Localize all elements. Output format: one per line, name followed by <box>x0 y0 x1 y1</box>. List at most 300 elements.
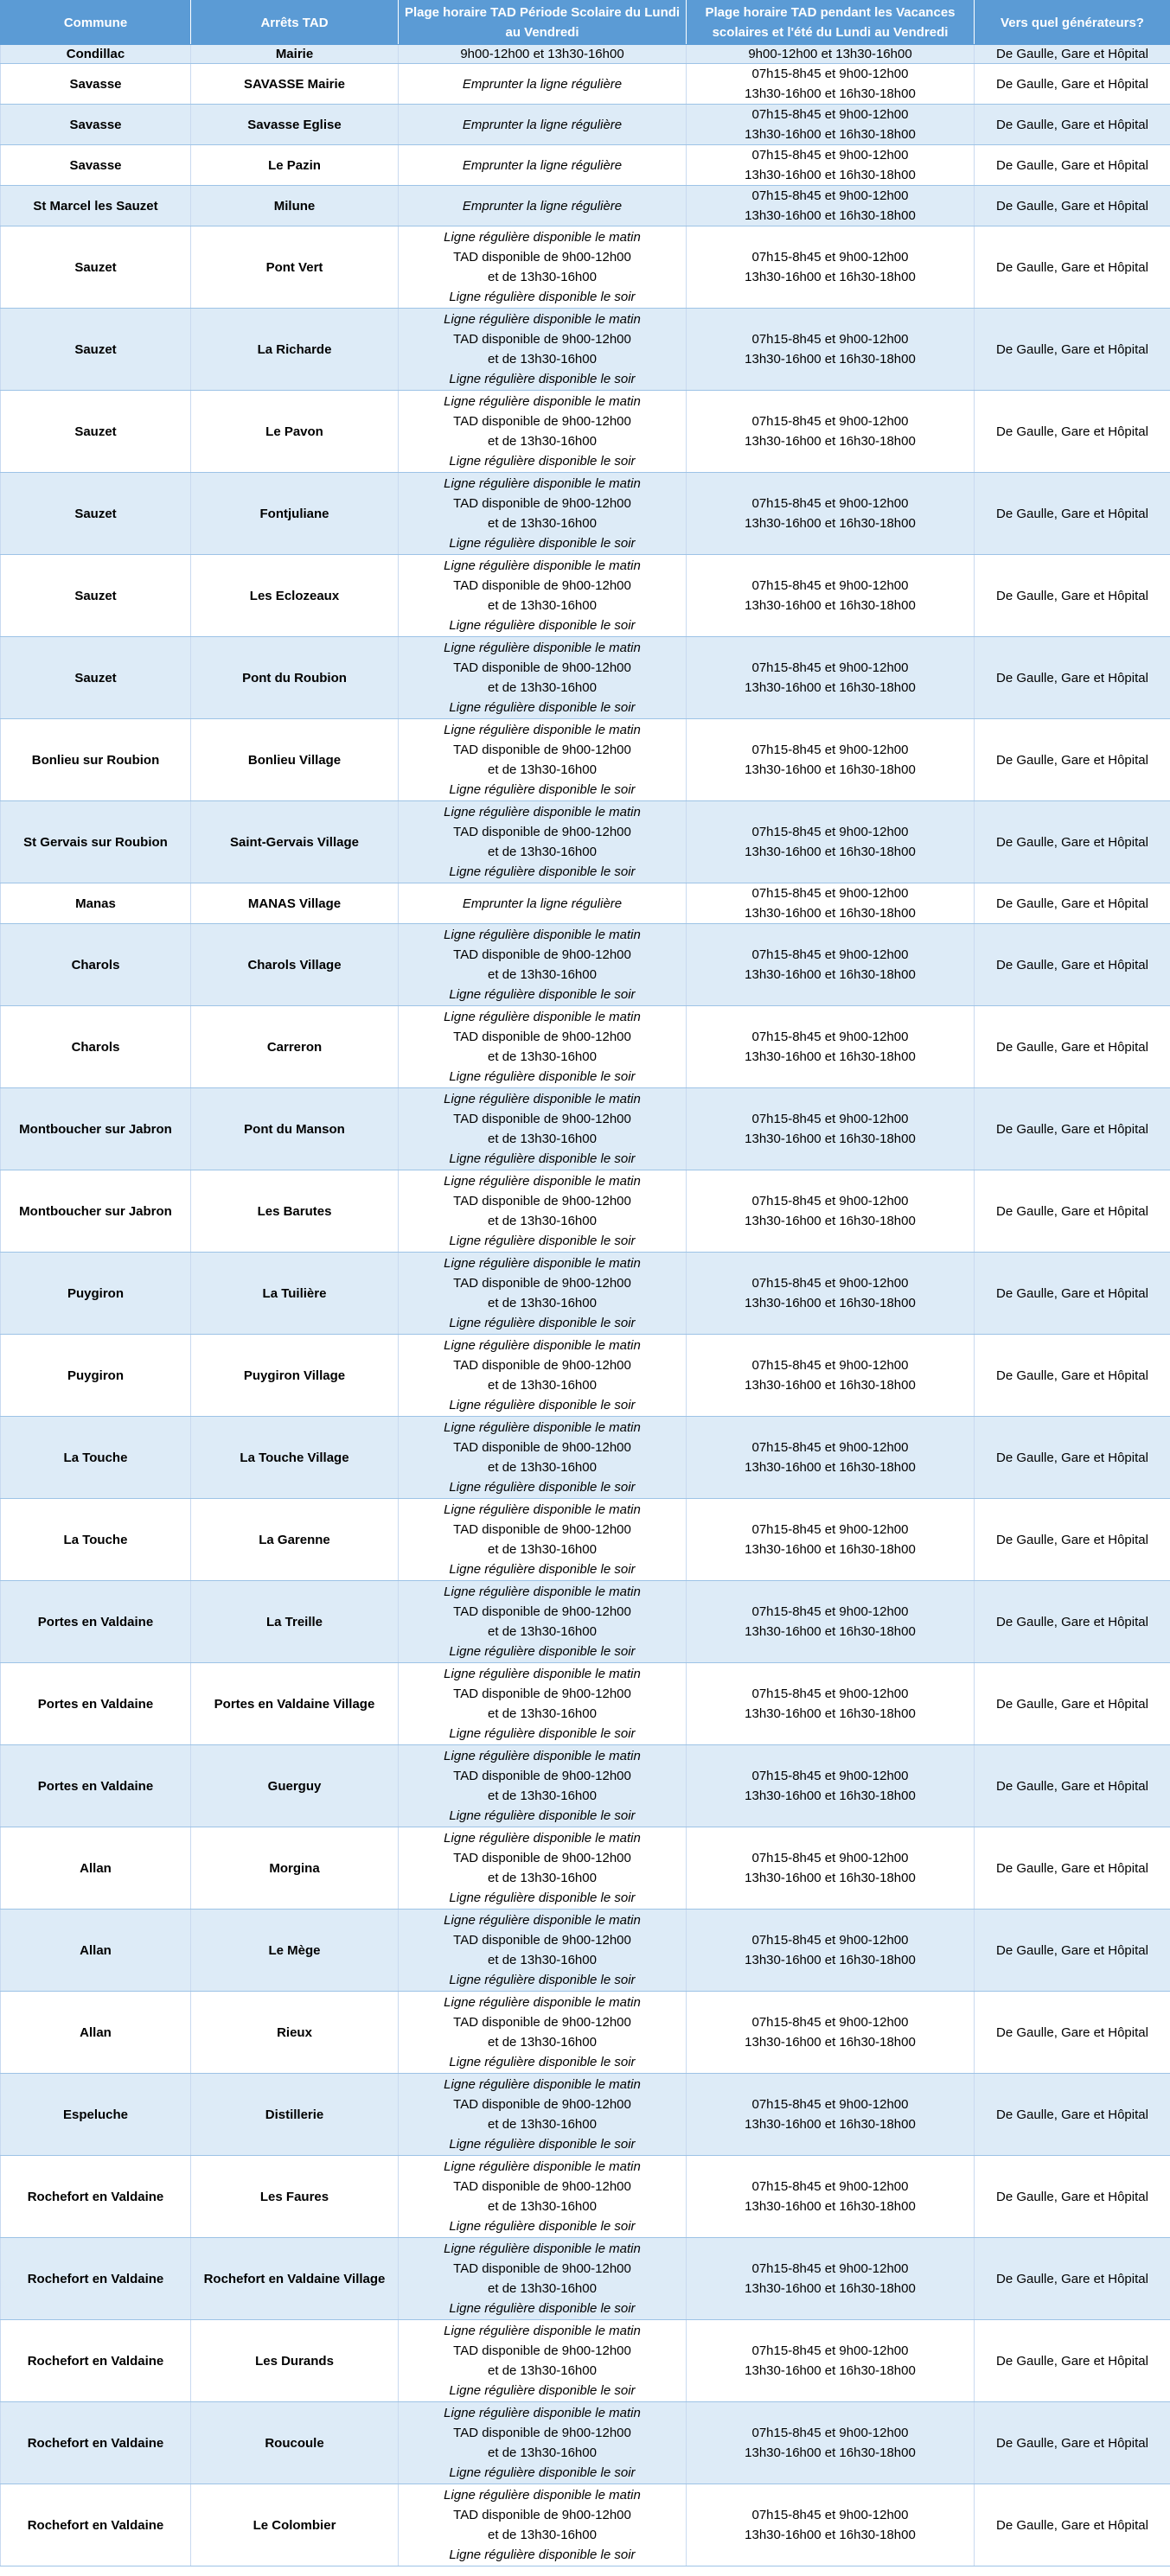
tad-afternoon-slot: et de 13h30-16h00 <box>488 516 597 531</box>
tad-morning-slot: TAD disponible de 9h00-12h00 <box>453 496 631 511</box>
ligne-matin-note: Ligne régulière disponible le matin <box>444 1338 641 1353</box>
vacances-morning-line: 07h15-8h45 et 9h00-12h00 <box>751 2015 909 2030</box>
tad-afternoon-slot: et de 13h30-16h00 <box>488 434 597 449</box>
generateurs-cell: De Gaulle, Gare et Hôpital <box>975 1253 1170 1335</box>
generateurs-cell: De Gaulle, Gare et Hôpital <box>975 883 1170 924</box>
table-row <box>1 1088 1170 1170</box>
vacances-morning-line: 07h15-8h45 et 9h00-12h00 <box>751 1112 909 1126</box>
ligne-matin-note: Ligne régulière disponible le matin <box>444 558 641 573</box>
generateurs-cell: De Gaulle, Gare et Hôpital <box>975 1335 1170 1417</box>
commune-cell: Montboucher sur Jabron <box>1 1088 191 1170</box>
table-row <box>1 555 1170 637</box>
arret-cell: Les Durands <box>191 2320 399 2402</box>
plage-scolaire-cell: Emprunter la ligne régulière <box>399 105 687 145</box>
ligne-matin-note: Ligne régulière disponible le matin <box>444 394 641 409</box>
arret-cell: Bonlieu Village <box>191 719 399 801</box>
header-commune: Commune <box>1 1 191 45</box>
plage-scolaire-cell <box>399 2402 687 2484</box>
tad-afternoon-slot: et de 13h30-16h00 <box>488 270 597 284</box>
plage-scolaire-cell <box>399 1335 687 1417</box>
generateurs-cell: De Gaulle, Gare et Hôpital <box>975 1417 1170 1499</box>
plage-scolaire-cell: Emprunter la ligne régulière <box>399 145 687 186</box>
tad-morning-slot: TAD disponible de 9h00-12h00 <box>453 250 631 265</box>
arret-cell: Les Eclozeaux <box>191 555 399 637</box>
plage-scolaire-cell <box>399 226 687 309</box>
generateurs-cell: De Gaulle, Gare et Hôpital <box>975 801 1170 883</box>
ligne-soir-note: Ligne régulière disponible le soir <box>449 2547 636 2562</box>
table-row <box>1 186 1170 226</box>
tad-afternoon-slot: et de 13h30-16h00 <box>488 2199 597 2214</box>
table-row <box>1 391 1170 473</box>
plage-scolaire-cell <box>399 1253 687 1335</box>
vacances-afternoon-line: 13h30-16h00 et 16h30-18h00 <box>745 2199 916 2214</box>
commune-cell: Portes en Valdaine <box>1 1745 191 1827</box>
table-row <box>1 2402 1170 2484</box>
plage-scolaire-cell <box>399 45 687 64</box>
table-row <box>1 719 1170 801</box>
table-row <box>1 309 1170 391</box>
vacances-morning-line: 07h15-8h45 et 9h00-12h00 <box>751 1440 909 1455</box>
vacances-morning-line: 07h15-8h45 et 9h00-12h00 <box>751 2097 909 2112</box>
table-row <box>1 2156 1170 2238</box>
vacances-morning-line: 07h15-8h45 et 9h00-12h00 <box>751 2343 909 2358</box>
plage-vacances-cell <box>687 473 975 555</box>
table-row <box>1 1910 1170 1992</box>
tad-morning-slot: TAD disponible de 9h00-12h00 <box>453 1604 631 1619</box>
tad-afternoon-slot: et de 13h30-16h00 <box>488 2281 597 2296</box>
plage-scolaire-cell <box>399 2156 687 2238</box>
vacances-afternoon-line: 13h30-16h00 et 16h30-18h00 <box>745 1214 916 1228</box>
table-row <box>1 1253 1170 1335</box>
tad-morning-slot: TAD disponible de 9h00-12h00 <box>453 947 631 962</box>
table-row <box>1 1499 1170 1581</box>
tad-afternoon-slot: et de 13h30-16h00 <box>488 1871 597 1885</box>
header-plage-scolaire: Plage horaire TAD Période Scolaire du Lundi au Vendredi <box>399 1 687 45</box>
tad-morning-slot: TAD disponible de 9h00-12h00 <box>453 1687 631 1701</box>
commune-cell: Portes en Valdaine <box>1 1581 191 1663</box>
table-row <box>1 473 1170 555</box>
ligne-soir-note: Ligne régulière disponible le soir <box>449 1069 636 1084</box>
commune-cell: Sauzet <box>1 555 191 637</box>
commune-cell: Savasse <box>1 105 191 145</box>
plage-scolaire-cell <box>399 1417 687 1499</box>
ligne-matin-note: Ligne régulière disponible le matin <box>444 723 641 737</box>
plage-vacances-cell <box>687 145 975 186</box>
vacances-morning-line: 07h15-8h45 et 9h00-12h00 <box>751 1687 909 1701</box>
arret-cell: Puygiron Village <box>191 1335 399 1417</box>
vacances-morning-line: 07h15-8h45 et 9h00-12h00 <box>751 1769 909 1783</box>
commune-cell: Rochefort en Valdaine <box>1 2320 191 2402</box>
ligne-soir-note: Ligne régulière disponible le soir <box>449 2055 636 2069</box>
plage-scolaire-cell <box>399 2320 687 2402</box>
plage-vacances-cell <box>687 2156 975 2238</box>
vacances-morning-line: 07h15-8h45 et 9h00-12h00 <box>751 947 909 962</box>
table-row <box>1 924 1170 1006</box>
plage-scolaire-cell <box>399 391 687 473</box>
vacances-morning-line: 07h15-8h45 et 9h00-12h00 <box>751 250 909 265</box>
plage-scolaire-cell <box>399 924 687 1006</box>
tad-morning-slot: TAD disponible de 9h00-12h00 <box>453 1358 631 1373</box>
table-row <box>1 883 1170 924</box>
plage-vacances-cell <box>687 1006 975 1088</box>
tad-morning-slot: TAD disponible de 9h00-12h00 <box>453 2508 631 2522</box>
plage-vacances-cell <box>687 105 975 145</box>
table-row <box>1 2320 1170 2402</box>
arret-cell: La Garenne <box>191 1499 399 1581</box>
vacances-afternoon-line: 13h30-16h00 et 16h30-18h00 <box>745 2363 916 2378</box>
tad-afternoon-slot: et de 13h30-16h00 <box>488 1542 597 1557</box>
table-row <box>1 1006 1170 1088</box>
commune-cell: Espeluche <box>1 2074 191 2156</box>
arret-cell: Rochefort en Valdaine Village <box>191 2238 399 2320</box>
vacances-morning-line: 07h15-8h45 et 9h00-12h00 <box>751 660 909 675</box>
plage-vacances-cell <box>687 2238 975 2320</box>
ligne-soir-note: Ligne régulière disponible le soir <box>449 1562 636 1577</box>
tad-morning-slot: TAD disponible de 9h00-12h00 <box>453 1440 631 1455</box>
vacances-afternoon-line: 13h30-16h00 et 16h30-18h00 <box>745 1706 916 1721</box>
vacances-morning-line: 07h15-8h45 et 9h00-12h00 <box>751 1522 909 1537</box>
tad-morning-slot: TAD disponible de 9h00-12h00 <box>453 1276 631 1291</box>
plage-scolaire-line: 9h00-12h00 et 13h30-16h00 <box>460 47 624 61</box>
table-body <box>1 45 1170 2566</box>
commune-cell: Rochefort en Valdaine <box>1 2402 191 2484</box>
tad-afternoon-slot: et de 13h30-16h00 <box>488 1214 597 1228</box>
arret-cell: Le Pavon <box>191 391 399 473</box>
vacances-afternoon-line: 13h30-16h00 et 16h30-18h00 <box>745 1624 916 1639</box>
vacances-afternoon-line: 13h30-16h00 et 16h30-18h00 <box>745 2035 916 2050</box>
ligne-soir-note: Ligne régulière disponible le soir <box>449 1891 636 1905</box>
vacances-morning-line: 07h15-8h45 et 9h00-12h00 <box>751 2508 909 2522</box>
arret-cell: Fontjuliane <box>191 473 399 555</box>
table-row <box>1 1335 1170 1417</box>
commune-cell: Sauzet <box>1 391 191 473</box>
generateurs-cell: De Gaulle, Gare et Hôpital <box>975 1663 1170 1745</box>
table-row <box>1 1417 1170 1499</box>
vacances-morning-line: 07h15-8h45 et 9h00-12h00 <box>751 578 909 593</box>
vacances-afternoon-line: 13h30-16h00 et 16h30-18h00 <box>745 967 916 982</box>
vacances-afternoon-line: 13h30-16h00 et 16h30-18h00 <box>745 680 916 695</box>
generateurs-cell: De Gaulle, Gare et Hôpital <box>975 637 1170 719</box>
table-row <box>1 105 1170 145</box>
generateurs-cell: De Gaulle, Gare et Hôpital <box>975 105 1170 145</box>
plage-scolaire-cell <box>399 1745 687 1827</box>
tad-afternoon-slot: et de 13h30-16h00 <box>488 2363 597 2378</box>
commune-cell: Savasse <box>1 145 191 186</box>
generateurs-cell: De Gaulle, Gare et Hôpital <box>975 391 1170 473</box>
vacances-morning-line: 07h15-8h45 et 9h00-12h00 <box>751 1933 909 1948</box>
tad-afternoon-slot: et de 13h30-16h00 <box>488 1706 597 1721</box>
commune-cell: Puygiron <box>1 1253 191 1335</box>
tad-afternoon-slot: et de 13h30-16h00 <box>488 967 597 982</box>
arret-cell: Le Pazin <box>191 145 399 186</box>
plage-vacances-cell <box>687 1663 975 1745</box>
table-row <box>1 2484 1170 2566</box>
ligne-soir-note: Ligne régulière disponible le soir <box>449 987 636 1002</box>
tad-afternoon-slot: et de 13h30-16h00 <box>488 1378 597 1393</box>
arret-cell: Savasse Eglise <box>191 105 399 145</box>
tad-afternoon-slot: et de 13h30-16h00 <box>488 352 597 367</box>
plage-vacances-cell <box>687 924 975 1006</box>
arret-cell: La Richarde <box>191 309 399 391</box>
arret-cell: La Tuilière <box>191 1253 399 1335</box>
vacances-afternoon-line: 13h30-16h00 et 16h30-18h00 <box>745 2281 916 2296</box>
tad-morning-slot: TAD disponible de 9h00-12h00 <box>453 1851 631 1865</box>
arret-cell: Milune <box>191 186 399 226</box>
vacances-afternoon-line: 13h30-16h00 et 16h30-18h00 <box>745 762 916 777</box>
plage-scolaire-cell: Emprunter la ligne régulière <box>399 64 687 105</box>
vacances-morning-line: 07h15-8h45 et 9h00-12h00 <box>751 2426 909 2440</box>
ligne-soir-note: Ligne régulière disponible le soir <box>449 1234 636 1248</box>
table-header <box>1 1 1170 45</box>
table-row <box>1 1827 1170 1910</box>
plage-vacances-cell <box>687 1910 975 1992</box>
table-row <box>1 1581 1170 1663</box>
ligne-matin-note: Ligne régulière disponible le matin <box>444 2159 641 2174</box>
header-row <box>1 1 1170 45</box>
ligne-matin-note: Ligne régulière disponible le matin <box>444 1502 641 1517</box>
arret-cell: Le Colombier <box>191 2484 399 2566</box>
commune-cell: St Gervais sur Roubion <box>1 801 191 883</box>
vacances-afternoon-line: 13h30-16h00 et 16h30-18h00 <box>745 1049 916 1064</box>
plage-scolaire-cell: Emprunter la ligne régulière <box>399 883 687 924</box>
generateurs-cell: De Gaulle, Gare et Hôpital <box>975 1827 1170 1910</box>
plage-vacances-line: 9h00-12h00 et 13h30-16h00 <box>748 47 912 61</box>
commune-cell: Allan <box>1 1827 191 1910</box>
tad-morning-slot: TAD disponible de 9h00-12h00 <box>453 743 631 757</box>
vacances-morning-line: 07h15-8h45 et 9h00-12h00 <box>751 1276 909 1291</box>
plage-scolaire-cell <box>399 2074 687 2156</box>
commune-cell: Allan <box>1 1910 191 1992</box>
arret-cell: Les Barutes <box>191 1170 399 1253</box>
ligne-matin-note: Ligne régulière disponible le matin <box>444 1420 641 1435</box>
vacances-morning-line: 07h15-8h45 et 9h00-12h00 <box>751 332 909 347</box>
ligne-matin-note: Ligne régulière disponible le matin <box>444 1584 641 1599</box>
plage-scolaire-cell <box>399 2238 687 2320</box>
ligne-soir-note: Ligne régulière disponible le soir <box>449 1644 636 1659</box>
vacances-morning-line: 07h15-8h45 et 9h00-12h00 <box>751 414 909 429</box>
tad-morning-slot: TAD disponible de 9h00-12h00 <box>453 2426 631 2440</box>
plage-scolaire-cell <box>399 1581 687 1663</box>
commune-cell: Sauzet <box>1 473 191 555</box>
header-generateurs: Vers quel générateurs? <box>975 1 1170 45</box>
plage-scolaire-cell <box>399 1827 687 1910</box>
table-row <box>1 2074 1170 2156</box>
generateurs-cell: De Gaulle, Gare et Hôpital <box>975 186 1170 226</box>
tad-afternoon-slot: et de 13h30-16h00 <box>488 1624 597 1639</box>
plage-vacances-cell <box>687 1581 975 1663</box>
table-row <box>1 1745 1170 1827</box>
vacances-afternoon-line: 13h30-16h00 et 16h30-18h00 <box>745 352 916 367</box>
tad-afternoon-slot: et de 13h30-16h00 <box>488 1789 597 1803</box>
vacances-morning-line: 07h15-8h45 et 9h00-12h00 <box>751 148 909 163</box>
generateurs-cell: De Gaulle, Gare et Hôpital <box>975 473 1170 555</box>
plage-vacances-cell <box>687 1992 975 2074</box>
plage-vacances-cell <box>687 1417 975 1499</box>
generateurs-cell: De Gaulle, Gare et Hôpital <box>975 2238 1170 2320</box>
plage-vacances-cell <box>687 1745 975 1827</box>
commune-cell: Portes en Valdaine <box>1 1663 191 1745</box>
arret-cell: Portes en Valdaine Village <box>191 1663 399 1745</box>
vacances-morning-line: 07h15-8h45 et 9h00-12h00 <box>751 496 909 511</box>
tad-morning-slot: TAD disponible de 9h00-12h00 <box>453 578 631 593</box>
tad-morning-slot: TAD disponible de 9h00-12h00 <box>453 332 631 347</box>
vacances-morning-line: 07h15-8h45 et 9h00-12h00 <box>751 1604 909 1619</box>
ligne-matin-note: Ligne régulière disponible le matin <box>444 2488 641 2503</box>
ligne-soir-note: Ligne régulière disponible le soir <box>449 864 636 879</box>
ligne-matin-note: Ligne régulière disponible le matin <box>444 928 641 942</box>
plage-vacances-cell <box>687 2402 975 2484</box>
plage-scolaire-cell <box>399 1170 687 1253</box>
plage-scolaire-cell <box>399 1006 687 1088</box>
commune-cell: La Touche <box>1 1417 191 1499</box>
ligne-soir-note: Ligne régulière disponible le soir <box>449 1726 636 1741</box>
plage-scolaire-cell: Emprunter la ligne régulière <box>399 186 687 226</box>
commune-cell: Sauzet <box>1 309 191 391</box>
vacances-morning-line: 07h15-8h45 et 9h00-12h00 <box>751 1030 909 1044</box>
plage-vacances-cell <box>687 1170 975 1253</box>
vacances-morning-line: 07h15-8h45 et 9h00-12h00 <box>751 67 909 81</box>
generateurs-cell: De Gaulle, Gare et Hôpital <box>975 226 1170 309</box>
ligne-soir-note: Ligne régulière disponible le soir <box>449 454 636 469</box>
ligne-matin-note: Ligne régulière disponible le matin <box>444 2241 641 2256</box>
commune-cell: Sauzet <box>1 637 191 719</box>
tad-afternoon-slot: et de 13h30-16h00 <box>488 2035 597 2050</box>
plage-vacances-cell <box>687 309 975 391</box>
generateurs-cell: De Gaulle, Gare et Hôpital <box>975 924 1170 1006</box>
arret-cell: Charols Village <box>191 924 399 1006</box>
arret-cell: Roucoule <box>191 2402 399 2484</box>
vacances-afternoon-line: 13h30-16h00 et 16h30-18h00 <box>745 516 916 531</box>
tad-afternoon-slot: et de 13h30-16h00 <box>488 1049 597 1064</box>
plage-scolaire-cell <box>399 1663 687 1745</box>
commune-cell: Savasse <box>1 64 191 105</box>
ligne-soir-note: Ligne régulière disponible le soir <box>449 1808 636 1823</box>
generateurs-cell: De Gaulle, Gare et Hôpital <box>975 1499 1170 1581</box>
ligne-matin-note: Ligne régulière disponible le matin <box>444 1831 641 1846</box>
commune-cell: Charols <box>1 1006 191 1088</box>
arret-cell: Guerguy <box>191 1745 399 1827</box>
plage-scolaire-cell <box>399 1910 687 1992</box>
commune-cell: Manas <box>1 883 191 924</box>
arret-cell: Les Faures <box>191 2156 399 2238</box>
arret-cell: Mairie <box>191 45 399 64</box>
tad-morning-slot: TAD disponible de 9h00-12h00 <box>453 825 631 839</box>
plage-vacances-cell <box>687 883 975 924</box>
generateurs-cell: De Gaulle, Gare et Hôpital <box>975 64 1170 105</box>
ligne-soir-note: Ligne régulière disponible le soir <box>449 1316 636 1330</box>
tad-morning-slot: TAD disponible de 9h00-12h00 <box>453 1769 631 1783</box>
vacances-afternoon-line: 13h30-16h00 et 16h30-18h00 <box>745 2528 916 2542</box>
vacances-afternoon-line: 13h30-16h00 et 16h30-18h00 <box>745 127 916 142</box>
arret-cell: Carreron <box>191 1006 399 1088</box>
plage-scolaire-cell <box>399 309 687 391</box>
ligne-soir-note: Ligne régulière disponible le soir <box>449 1973 636 1987</box>
tad-afternoon-slot: et de 13h30-16h00 <box>488 1460 597 1475</box>
arret-cell: SAVASSE Mairie <box>191 64 399 105</box>
plage-scolaire-cell <box>399 801 687 883</box>
vacances-afternoon-line: 13h30-16h00 et 16h30-18h00 <box>745 598 916 613</box>
vacances-afternoon-line: 13h30-16h00 et 16h30-18h00 <box>745 1296 916 1310</box>
ligne-soir-note: Ligne régulière disponible le soir <box>449 1398 636 1412</box>
plage-vacances-cell <box>687 719 975 801</box>
table-row <box>1 226 1170 309</box>
generateurs-cell: De Gaulle, Gare et Hôpital <box>975 1581 1170 1663</box>
generateurs-cell: De Gaulle, Gare et Hôpital <box>975 1745 1170 1827</box>
ligne-matin-note: Ligne régulière disponible le matin <box>444 1256 641 1271</box>
tad-afternoon-slot: et de 13h30-16h00 <box>488 680 597 695</box>
table-row <box>1 2238 1170 2320</box>
vacances-afternoon-line: 13h30-16h00 et 16h30-18h00 <box>745 1789 916 1803</box>
tad-morning-slot: TAD disponible de 9h00-12h00 <box>453 660 631 675</box>
generateurs-cell: De Gaulle, Gare et Hôpital <box>975 1910 1170 1992</box>
ligne-soir-note: Ligne régulière disponible le soir <box>449 1480 636 1495</box>
arret-cell: Pont Vert <box>191 226 399 309</box>
ligne-matin-note: Ligne régulière disponible le matin <box>444 1174 641 1189</box>
table-row <box>1 801 1170 883</box>
generateurs-cell: De Gaulle, Gare et Hôpital <box>975 2320 1170 2402</box>
header-arrets-tad: Arrêts TAD <box>191 1 399 45</box>
table-row <box>1 1170 1170 1253</box>
arret-cell: MANAS Village <box>191 883 399 924</box>
arret-cell: Morgina <box>191 1827 399 1910</box>
table-row <box>1 1663 1170 1745</box>
ligne-matin-note: Ligne régulière disponible le matin <box>444 641 641 655</box>
commune-cell: Allan <box>1 1992 191 2074</box>
table-row <box>1 45 1170 64</box>
plage-scolaire-cell <box>399 555 687 637</box>
ligne-matin-note: Ligne régulière disponible le matin <box>444 1092 641 1106</box>
plage-vacances-cell <box>687 2484 975 2566</box>
plage-scolaire-cell <box>399 2484 687 2566</box>
ligne-soir-note: Ligne régulière disponible le soir <box>449 290 636 304</box>
tad-morning-slot: TAD disponible de 9h00-12h00 <box>453 2015 631 2030</box>
ligne-matin-note: Ligne régulière disponible le matin <box>444 476 641 491</box>
arret-cell: Pont du Roubion <box>191 637 399 719</box>
plage-vacances-cell <box>687 226 975 309</box>
ligne-matin-note: Ligne régulière disponible le matin <box>444 1995 641 2010</box>
ligne-soir-note: Ligne régulière disponible le soir <box>449 2465 636 2480</box>
vacances-morning-line: 07h15-8h45 et 9h00-12h00 <box>751 2261 909 2276</box>
plage-vacances-cell <box>687 1088 975 1170</box>
tad-afternoon-slot: et de 13h30-16h00 <box>488 2117 597 2132</box>
plage-vacances-cell <box>687 186 975 226</box>
plage-vacances-cell <box>687 64 975 105</box>
vacances-afternoon-line: 13h30-16h00 et 16h30-18h00 <box>745 1953 916 1967</box>
tad-morning-slot: TAD disponible de 9h00-12h00 <box>453 2179 631 2194</box>
vacances-afternoon-line: 13h30-16h00 et 16h30-18h00 <box>745 1378 916 1393</box>
tad-afternoon-slot: et de 13h30-16h00 <box>488 2445 597 2460</box>
vacances-morning-line: 07h15-8h45 et 9h00-12h00 <box>751 107 909 122</box>
generateurs-cell: De Gaulle, Gare et Hôpital <box>975 1088 1170 1170</box>
generateurs-cell: De Gaulle, Gare et Hôpital <box>975 1006 1170 1088</box>
table-row <box>1 637 1170 719</box>
tad-morning-slot: TAD disponible de 9h00-12h00 <box>453 1522 631 1537</box>
ligne-matin-note: Ligne régulière disponible le matin <box>444 2324 641 2338</box>
tad-morning-slot: TAD disponible de 9h00-12h00 <box>453 414 631 429</box>
plage-scolaire-cell <box>399 1088 687 1170</box>
plage-vacances-cell <box>687 45 975 64</box>
vacances-afternoon-line: 13h30-16h00 et 16h30-18h00 <box>745 434 916 449</box>
header-plage-vacances: Plage horaire TAD pendant les Vacances scolaires et l'été du Lundi au Vendredi <box>687 1 975 45</box>
tad-morning-slot: TAD disponible de 9h00-12h00 <box>453 2097 631 2112</box>
tad-afternoon-slot: et de 13h30-16h00 <box>488 762 597 777</box>
vacances-afternoon-line: 13h30-16h00 et 16h30-18h00 <box>745 168 916 182</box>
plage-scolaire-cell <box>399 1499 687 1581</box>
vacances-afternoon-line: 13h30-16h00 et 16h30-18h00 <box>745 1542 916 1557</box>
ligne-soir-note: Ligne régulière disponible le soir <box>449 2137 636 2152</box>
commune-cell: Bonlieu sur Roubion <box>1 719 191 801</box>
commune-cell: Sauzet <box>1 226 191 309</box>
